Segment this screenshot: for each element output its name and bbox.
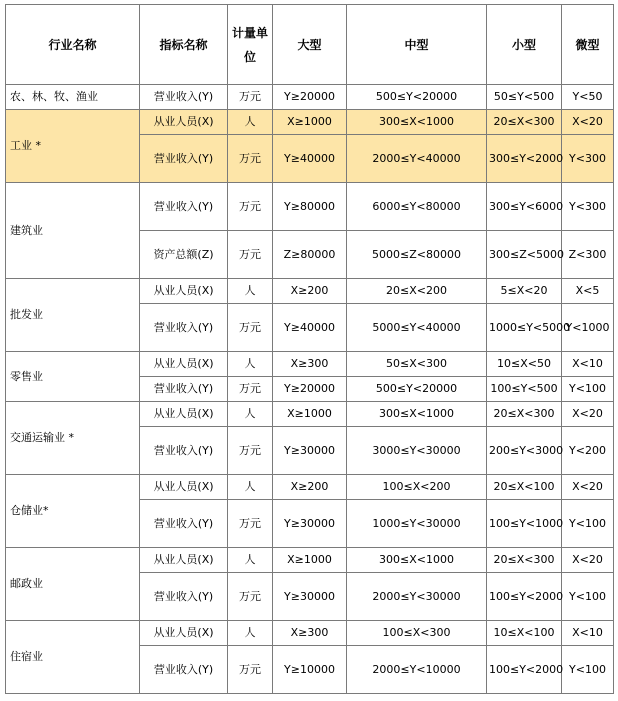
table-row	[6, 548, 614, 573]
table-row	[6, 621, 614, 646]
indicator-name: 资产总额(Z)	[140, 231, 228, 279]
micro-threshold: Z<300	[562, 231, 614, 279]
industry-name: 邮政业	[6, 548, 140, 621]
micro-threshold: Y<100	[562, 646, 614, 694]
industry-name: 住宿业	[6, 621, 140, 694]
medium-threshold: 5000≤Y<40000	[347, 304, 487, 352]
indicator-name: 从业人员(X)	[140, 475, 228, 500]
small-threshold: 300≤Y<2000	[487, 135, 562, 183]
large-threshold: Z≥80000	[273, 231, 347, 279]
unit: 万元	[228, 304, 273, 352]
small-threshold: 300≤Z<5000	[487, 231, 562, 279]
small-threshold: 100≤Y<500	[487, 377, 562, 402]
industry-name: 仓储业*	[6, 475, 140, 548]
micro-threshold: X<5	[562, 279, 614, 304]
large-threshold: X≥300	[273, 621, 347, 646]
header-industry: 行业名称	[6, 5, 140, 85]
medium-threshold: 300≤X<1000	[347, 110, 487, 135]
header-large: 大型	[273, 5, 347, 85]
header-small: 小型	[487, 5, 562, 85]
industry-name: 建筑业	[6, 183, 140, 279]
large-threshold: Y≥20000	[273, 377, 347, 402]
medium-threshold: 100≤X<200	[347, 475, 487, 500]
small-threshold: 10≤X<50	[487, 352, 562, 377]
indicator-name: 从业人员(X)	[140, 402, 228, 427]
small-threshold: 20≤X<100	[487, 475, 562, 500]
industry-name: 工业 *	[6, 110, 140, 183]
micro-threshold: X<20	[562, 110, 614, 135]
large-threshold: Y≥20000	[273, 85, 347, 110]
table-row	[6, 85, 614, 110]
table-row	[6, 183, 614, 231]
indicator-name: 从业人员(X)	[140, 279, 228, 304]
large-threshold: Y≥30000	[273, 500, 347, 548]
large-threshold: Y≥30000	[273, 573, 347, 621]
indicator-name: 营业收入(Y)	[140, 573, 228, 621]
table-row	[6, 110, 614, 135]
industry-name: 批发业	[6, 279, 140, 352]
large-threshold: X≥1000	[273, 110, 347, 135]
header-medium: 中型	[347, 5, 487, 85]
micro-threshold: Y<300	[562, 135, 614, 183]
unit: 人	[228, 279, 273, 304]
unit: 万元	[228, 427, 273, 475]
micro-threshold: Y<1000	[562, 304, 614, 352]
small-threshold: 50≤Y<500	[487, 85, 562, 110]
medium-threshold: 100≤X<300	[347, 621, 487, 646]
large-threshold: X≥1000	[273, 402, 347, 427]
indicator-name: 营业收入(Y)	[140, 646, 228, 694]
indicator-name: 从业人员(X)	[140, 352, 228, 377]
medium-threshold: 2000≤Y<30000	[347, 573, 487, 621]
small-threshold: 20≤X<300	[487, 110, 562, 135]
medium-threshold: 6000≤Y<80000	[347, 183, 487, 231]
table-row	[6, 475, 614, 500]
header-indicator: 指标名称	[140, 5, 228, 85]
indicator-name: 从业人员(X)	[140, 110, 228, 135]
micro-threshold: X<20	[562, 475, 614, 500]
large-threshold: Y≥30000	[273, 427, 347, 475]
indicator-name: 营业收入(Y)	[140, 85, 228, 110]
unit: 万元	[228, 377, 273, 402]
large-threshold: X≥1000	[273, 548, 347, 573]
small-threshold: 5≤X<20	[487, 279, 562, 304]
large-threshold: Y≥40000	[273, 304, 347, 352]
small-threshold: 100≤Y<2000	[487, 646, 562, 694]
indicator-name: 营业收入(Y)	[140, 135, 228, 183]
medium-threshold: 2000≤Y<10000	[347, 646, 487, 694]
unit: 万元	[228, 573, 273, 621]
large-threshold: Y≥10000	[273, 646, 347, 694]
small-threshold: 20≤X<300	[487, 548, 562, 573]
medium-threshold: 50≤X<300	[347, 352, 487, 377]
unit: 人	[228, 548, 273, 573]
indicator-name: 从业人员(X)	[140, 621, 228, 646]
medium-threshold: 300≤X<1000	[347, 402, 487, 427]
micro-threshold: X<10	[562, 352, 614, 377]
micro-threshold: Y<100	[562, 573, 614, 621]
small-threshold: 100≤Y<2000	[487, 573, 562, 621]
header-micro: 微型	[562, 5, 614, 85]
medium-threshold: 5000≤Z<80000	[347, 231, 487, 279]
micro-threshold: Y<50	[562, 85, 614, 110]
unit: 万元	[228, 135, 273, 183]
micro-threshold: X<20	[562, 402, 614, 427]
medium-threshold: 500≤Y<20000	[347, 377, 487, 402]
medium-threshold: 3000≤Y<30000	[347, 427, 487, 475]
industry-name: 交通运输业 *	[6, 402, 140, 475]
small-threshold: 200≤Y<3000	[487, 427, 562, 475]
medium-threshold: 20≤X<200	[347, 279, 487, 304]
unit: 万元	[228, 85, 273, 110]
small-threshold: 300≤Y<6000	[487, 183, 562, 231]
unit: 人	[228, 621, 273, 646]
indicator-name: 从业人员(X)	[140, 548, 228, 573]
enterprise-size-table	[5, 4, 614, 694]
indicator-name: 营业收入(Y)	[140, 377, 228, 402]
table-row	[6, 402, 614, 427]
micro-threshold: Y<100	[562, 500, 614, 548]
micro-threshold: Y<200	[562, 427, 614, 475]
large-threshold: Y≥40000	[273, 135, 347, 183]
industry-name: 零售业	[6, 352, 140, 402]
indicator-name: 营业收入(Y)	[140, 304, 228, 352]
small-threshold: 10≤X<100	[487, 621, 562, 646]
medium-threshold: 300≤X<1000	[347, 548, 487, 573]
micro-threshold: X<10	[562, 621, 614, 646]
header-unit: 计量单位	[228, 5, 273, 85]
unit: 万元	[228, 500, 273, 548]
large-threshold: X≥200	[273, 475, 347, 500]
large-threshold: Y≥80000	[273, 183, 347, 231]
unit: 人	[228, 402, 273, 427]
table-row	[6, 352, 614, 377]
medium-threshold: 1000≤Y<30000	[347, 500, 487, 548]
industry-name: 农、林、牧、渔业	[6, 85, 140, 110]
table-row	[6, 279, 614, 304]
micro-threshold: Y<300	[562, 183, 614, 231]
micro-threshold: Y<100	[562, 377, 614, 402]
unit: 万元	[228, 646, 273, 694]
small-threshold: 20≤X<300	[487, 402, 562, 427]
unit: 人	[228, 352, 273, 377]
indicator-name: 营业收入(Y)	[140, 427, 228, 475]
unit: 人	[228, 110, 273, 135]
unit: 万元	[228, 183, 273, 231]
large-threshold: X≥200	[273, 279, 347, 304]
medium-threshold: 2000≤Y<40000	[347, 135, 487, 183]
medium-threshold: 500≤Y<20000	[347, 85, 487, 110]
indicator-name: 营业收入(Y)	[140, 500, 228, 548]
micro-threshold: X<20	[562, 548, 614, 573]
header-row	[6, 5, 614, 85]
small-threshold: 1000≤Y<5000	[487, 304, 562, 352]
unit: 万元	[228, 231, 273, 279]
indicator-name: 营业收入(Y)	[140, 183, 228, 231]
small-threshold: 100≤Y<1000	[487, 500, 562, 548]
large-threshold: X≥300	[273, 352, 347, 377]
unit: 人	[228, 475, 273, 500]
